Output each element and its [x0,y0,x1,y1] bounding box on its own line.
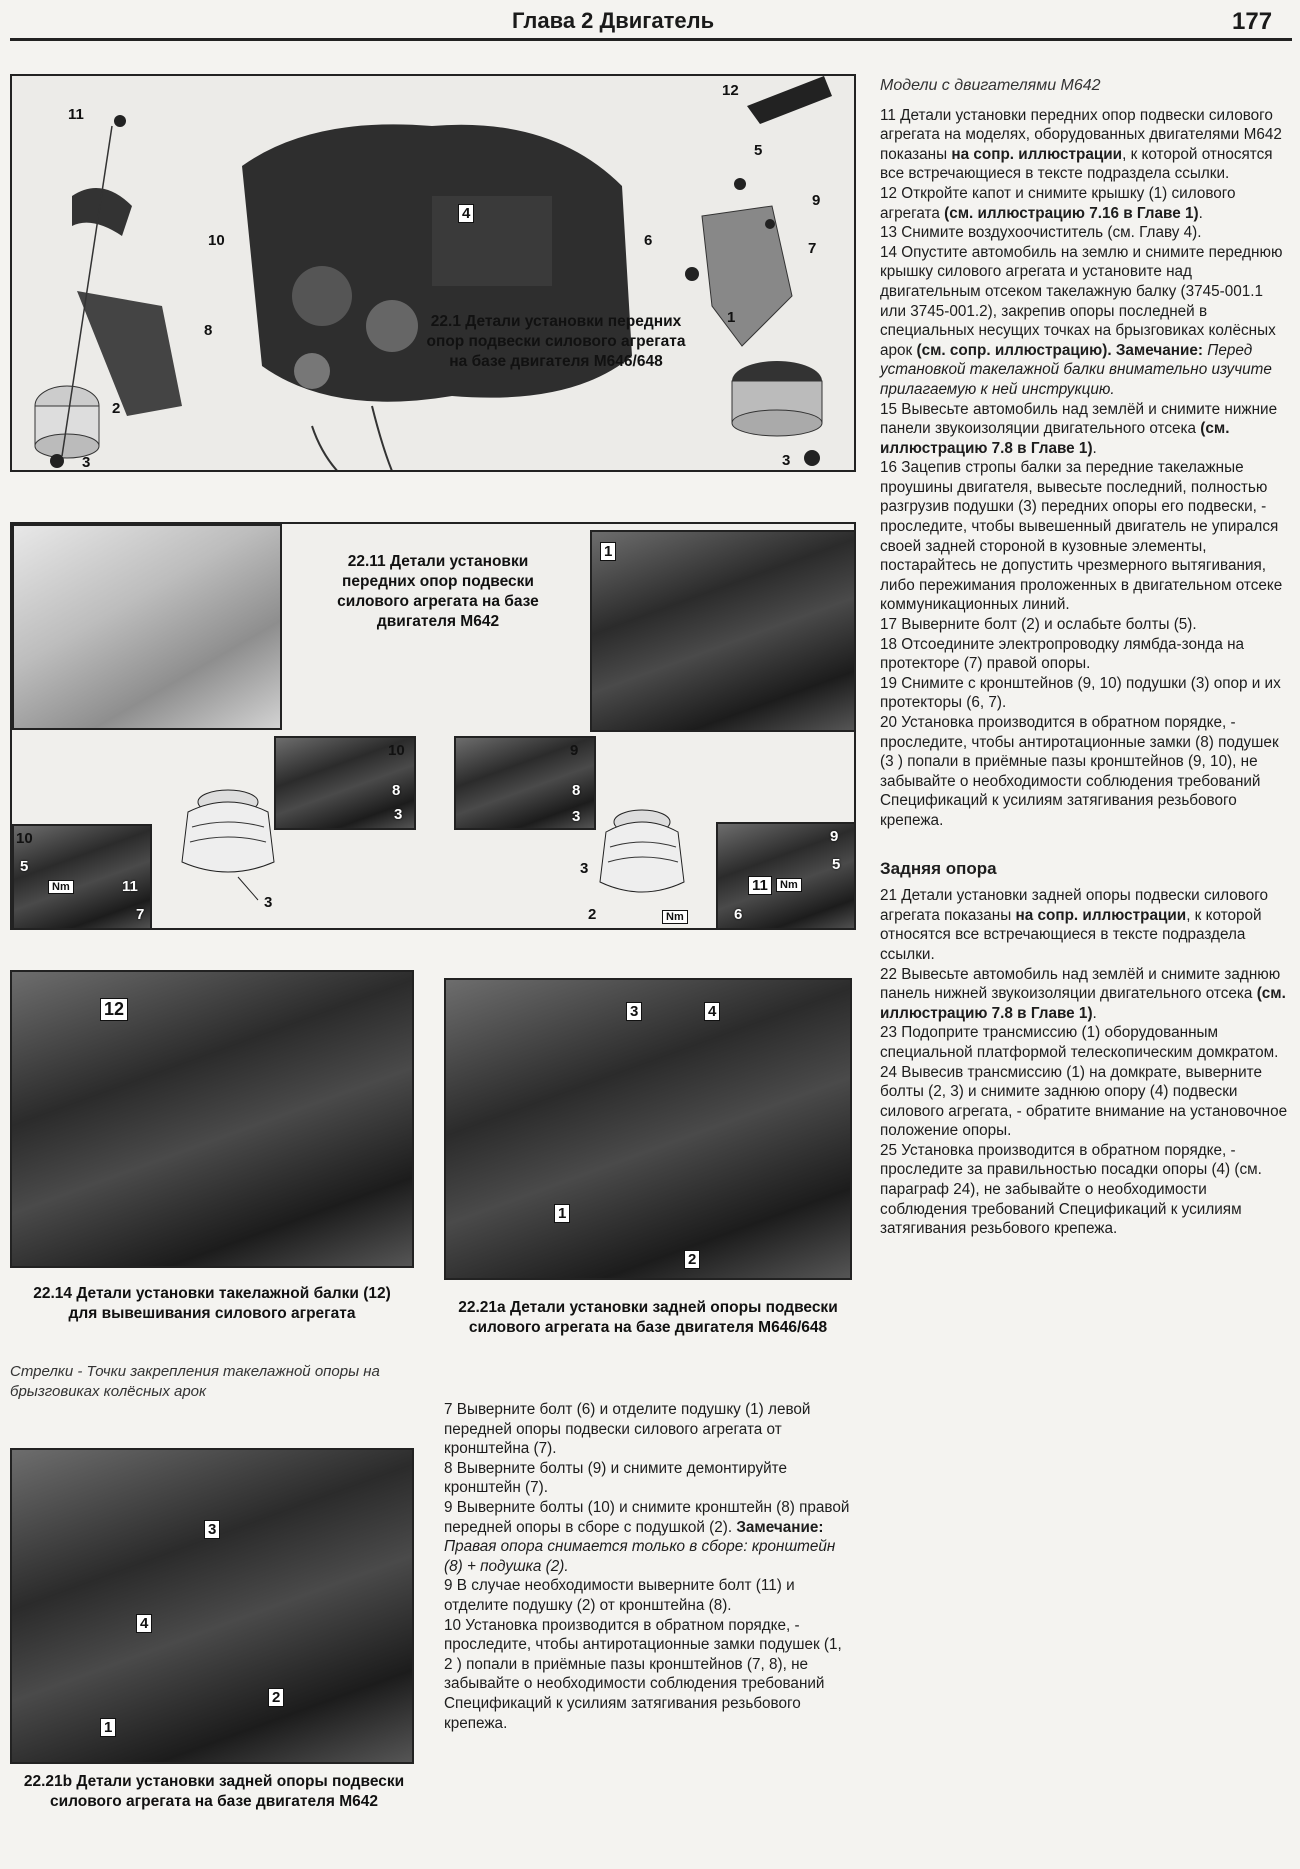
figure-22-21a-photo [444,978,852,1280]
label-3: 3 [82,454,91,471]
para-12 [880,184,1292,223]
label-11a: 11 [122,878,138,895]
para-11-c: , к которой относятся все встречающиеся в тексте подраздела ссылки. [880,145,1273,183]
label-10b: 10 [16,830,33,847]
para-21 [880,886,1292,964]
label-11: 11 [68,106,84,123]
cushion-drawing-left [168,782,288,902]
page-header [0,0,1300,44]
label-12: 12 [100,998,128,1021]
figure-22-14-photo [10,970,414,1268]
para-14 [880,243,1292,400]
label-9a: 9 [570,742,579,759]
label-2: 2 [684,1250,700,1269]
para-8: 8 Выверните болты (9) и снимите демонтируйте кронштейн (7). [444,1459,787,1497]
label-6: 6 [644,232,653,249]
para-22 [880,965,1292,1024]
label-5: 5 [754,142,763,159]
para-22-a: 22 Вывесьте автомобиль над землёй и снимите заднюю панель нижней звукоизоляции двигательного отсека [880,965,1281,1003]
label-1: 1 [727,309,736,326]
figure-22-11-caption: 22.11 Детали установки передних опор подвески силового агрегата на базе двигателя M642 [337,553,539,630]
label-7: 7 [808,240,817,257]
label-3b: 3 [782,452,791,469]
label-4: 4 [136,1614,152,1633]
figure-22-14-note: Стрелки - Точки закрепления такелажной опоры на брызговиках колёсных арок [10,1363,380,1400]
label-7a: 7 [136,906,145,923]
label-8: 8 [204,322,213,339]
figure-22-21a-caption: 22.21a Детали установки задней опоры подвески силового агрегата на базе двигателя M646/648 [458,1299,838,1336]
para-20: 20 Установка производится в обратном порядке, - проследите, чтобы антиротационные замки (8) подушек (3 ) попали в приёмные пазы кронштейнов (9, 10), не забывайте о необходимости соблюдения требований Спецификаций к усилиям затягивания резьбового крепежа. [880,714,1279,829]
chapter-title: Глава 2 Двигатель [512,8,715,33]
para-21-c: , к которой относятся все встречающиеся в тексте подраздела ссылки. [880,906,1262,963]
para-17: 17 Выверните болт (2) и ослабьте болты (5). [880,616,1197,634]
para-15-c: . [1092,439,1097,457]
para-14-b: (см. сопр. иллюстрацию). Замечание: [916,341,1204,359]
note-text: Правая опора снимается только в сборе: кронштейн (8) + подушка (2). [444,1538,836,1575]
figure-22-21b-caption: 22.21b Детали установки задней опоры подвески силового агрегата на базе двигателя M642 [23,1773,405,1810]
label-11b: 11 [748,876,772,895]
para-14-a: 14 Опустите автомобиль на землю и снимите переднюю крышку силового агрегата и установите над двигательным отсеком такелажную балку (3745-001.1 или 3745-001.2), закрепив опоры последней в специальных несущих точках на брызговиках колёсных арок [880,243,1283,359]
label-3: 3 [626,1002,642,1021]
figure-22-21b-photo [10,1448,414,1764]
figure-22-1 [10,74,856,472]
label-5a: 5 [20,858,29,875]
para-16: 16 Зацепив стропы балки за передние такелажные проушины двигателя, вывесьте последний, полностью разгрузив подушки (3) передних опоры его подвески, - проследите, чтобы вывешенный двигатель не упирался своей задней стороной в кузовные элементы, постарайтесь не допустить чрезмерного вытягивания, либо пережимания проложенных в двигательном отсеке коммуникационных линий. [880,459,1283,614]
label-4: 4 [458,204,474,223]
label-10a: 10 [388,742,405,759]
label-3a: 3 [394,806,403,823]
para-10: 10 Установка производится в обратном порядке, - проследите, чтобы антиротационные замки подушек (1, 2 ) попали в приёмные пазы кронштейнов (7, 8), не забывайте о необходимости соблюдения требований Спецификаций к усилиям затягивания резьбового крепежа. [444,1616,842,1732]
cushion-drawing-right [592,802,712,922]
label-9: 9 [812,192,821,209]
label-nm-a: Nm [48,880,74,894]
right-column-text [880,76,1292,1239]
label-3e: 3 [580,860,589,877]
header-rule [10,38,1292,41]
para-22-b: (см. иллюстрацию 7.8 в Главе 1) [880,985,1286,1022]
para-15-a: 15 Вывесьте автомобиль над землёй и снимите нижние панели звукоизоляции двигательного отсека [880,400,1278,438]
label-4: 4 [704,1002,720,1021]
para-25: 25 Установка производится в обратном порядке, - проследите за правильностью посадки опоры (4) (см. параграф 24), не забывайте о необходимости соблюдения требований Спецификаций к усилиям затягивания резьбового крепежа. [880,1141,1262,1238]
label-1: 1 [100,1718,116,1737]
para-9b: 9 В случае необходимости выверните болт (11) и отделите подушку (2) от кронштейна (8). [444,1577,795,1614]
para-7: 7 Выверните болт (6) и отделите подушку (1) левой передней опоры подвески силового агрегата от кронштейна (7). [444,1401,811,1458]
car-photo [12,524,282,730]
label-9b: 9 [830,828,839,845]
label-2: 2 [268,1688,284,1707]
para-9 [444,1498,852,1576]
label-3d: 3 [572,808,581,825]
label-12: 12 [722,82,739,99]
label-6a: 6 [734,906,743,923]
label-8b: 8 [572,782,581,799]
label-10: 10 [208,232,225,249]
para-12-b: (см. иллюстрацию 7.16 в Главе 1) [944,204,1199,222]
para-19: 19 Снимите с кронштейнов (9, 10) подушки (3) опор и их протекторы (6, 7). [880,674,1281,712]
section-rear-mount: Задняя опора [880,858,997,878]
para-15-b: (см. иллюстрацию 7.8 в Главе 1) [880,420,1230,457]
page-number: 177 [1232,8,1273,35]
para-13: 13 Снимите воздухоочиститель (см. Главу 4). [880,224,1202,242]
label-5b: 5 [832,856,841,873]
note-label: Замечание: [736,1518,824,1536]
para-21-a: 21 Детали установки задней опоры подвески силового агрегата показаны [880,887,1268,924]
figure-22-14-caption: 22.14 Детали установки такелажной балки (12) для вывешивания силового агрегата [33,1285,391,1322]
para-12-a: 12 Откройте капот и снимите крышку (1) силового агрегата [880,184,1236,222]
label-3: 3 [204,1520,220,1539]
label-1: 1 [600,542,616,561]
label-nm-c: Nm [776,878,802,892]
label-nm-b: Nm [662,910,688,924]
para-9-text: 9 Выверните болты (10) и снимите кронштейн (8) правой передней опоры в сборе с подушкой (2). [444,1498,850,1536]
para-11-b: на сопр. иллюстрации [951,145,1123,163]
para-12-c: . [1198,204,1203,222]
figure-22-11 [10,522,856,930]
para-14-c: Перед установкой такелажной балки внимательно изучите прилагаемую к ней инструкцию. [880,341,1272,398]
label-2: 2 [112,400,121,417]
middle-column-text [444,1400,852,1733]
label-8a: 8 [392,782,401,799]
para-24: 24 Вывесив трансмиссию (1) на домкрате, выверните болты (2, 3) и снимите заднюю опору (4) подвески силового агрегата, - обратите внимание на установочное положение опоры. [880,1063,1288,1140]
para-15 [880,400,1292,459]
label-3c: 3 [264,894,273,911]
engine-diagram [12,76,856,472]
para-23: 23 Подоприте трансмиссию (1) оборудованным специальной платформой телескопическим домкратом. [880,1024,1279,1061]
detail-photo-left-bottom [12,824,152,930]
subheading-m642: Модели с двигателями M642 [880,77,1101,94]
figure-22-1-caption: 22.1 Детали установки передних опор подвески силового агрегата на базе двигателя M646/648 [426,313,686,370]
label-2a: 2 [588,906,597,923]
para-18: 18 Отсоедините электропроводку лямбда-зонда на протекторе (7) правой опоры. [880,635,1245,673]
label-1: 1 [554,1204,570,1223]
engine-photo [590,530,856,732]
para-22-c: . [1092,1004,1097,1022]
para-11 [880,106,1292,184]
para-11-a: 11 Детали установки передних опор подвески силового агрегата на моделях, оборудованных двигателями M642 показаны [880,106,1282,163]
para-21-b: на сопр. иллюстрации [1015,906,1187,924]
